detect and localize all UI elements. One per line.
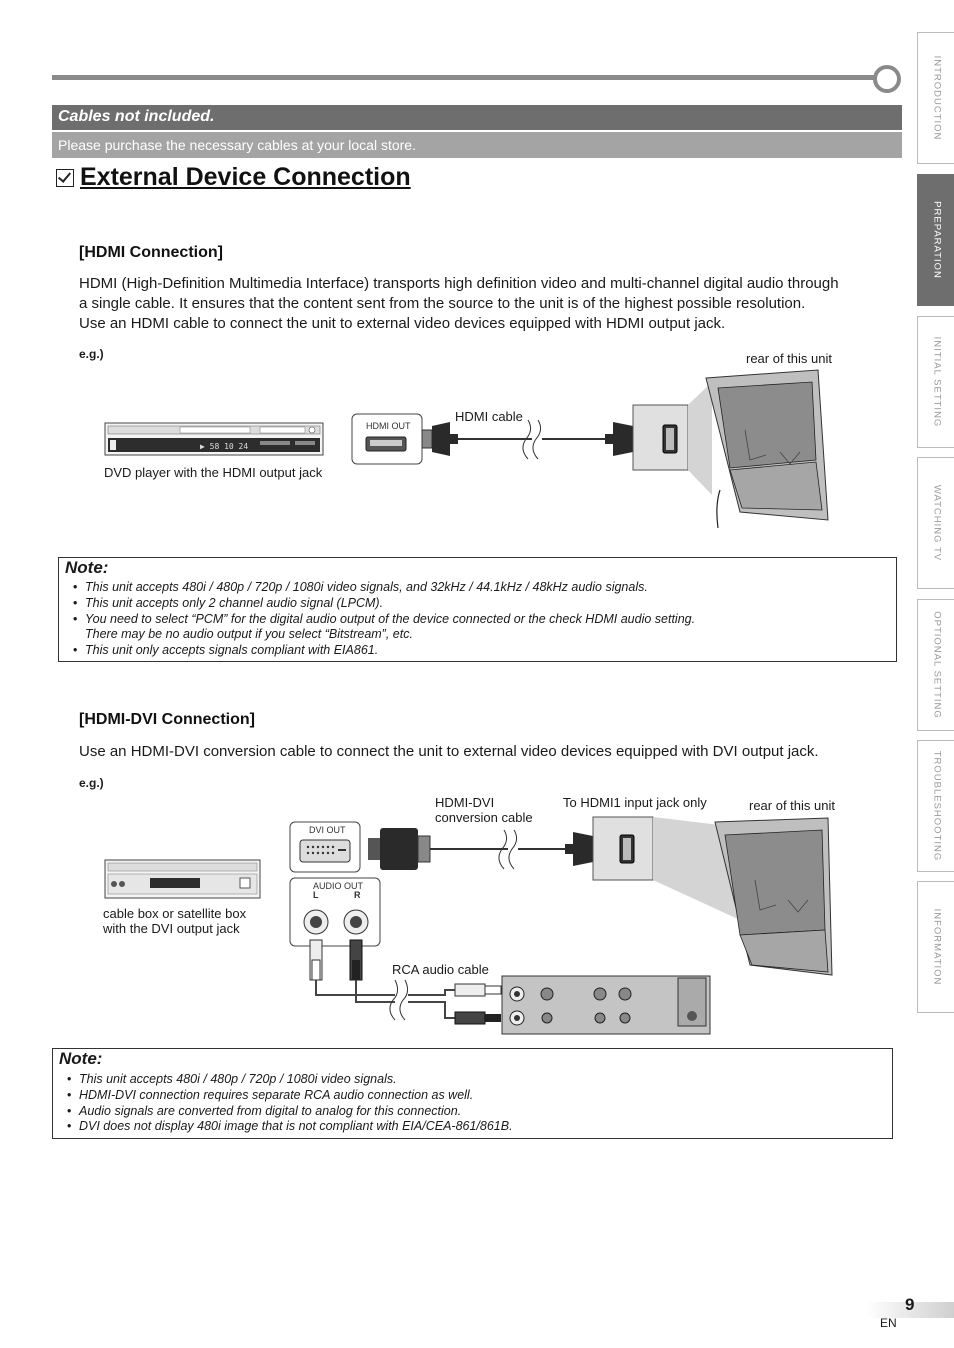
list-item: • DVI does not display 480i image that is not compliant with EIA/CEA-861/861B. xyxy=(67,1119,513,1135)
list-item: • HDMI-DVI connection requires separate RCA audio connection as well. xyxy=(67,1088,513,1104)
cable-box-illustration xyxy=(105,860,260,898)
page-number: 9 xyxy=(905,1295,915,1314)
rca-plugs-tv xyxy=(455,984,501,1024)
dvi-eg: e.g.) xyxy=(79,776,104,790)
dvd-player-label: DVD player with the HDMI output jack xyxy=(104,465,323,480)
cable-box-label xyxy=(103,906,246,936)
list-item: • This unit accepts 480i / 480p / 720p / 1080i video signals, and 32kHz / 44.1kHz / 48kHz audio signals. xyxy=(73,580,695,596)
svg-text:▶ 58 10 24: ▶ 58 10 24 xyxy=(200,442,249,451)
audio-out-label: AUDIO OUT xyxy=(313,881,364,891)
list-item-continuation xyxy=(73,627,695,643)
tv-hdmi-port-panel xyxy=(633,382,712,495)
hdmi-para2: Use an HDMI cable to connect the unit to external video devices equipped with HDMI output jack. xyxy=(79,315,726,332)
side-tab-watching-tv[interactable] xyxy=(917,457,954,589)
dvi-out-label: DVI OUT xyxy=(309,825,346,835)
top-rule-circle xyxy=(873,65,901,93)
hdmi-note-box xyxy=(58,557,897,662)
tv-rear-illustration xyxy=(706,370,828,528)
cables-banner-body xyxy=(52,132,902,158)
audio-r-label: R xyxy=(354,890,361,900)
cables-banner-title xyxy=(52,105,902,130)
cable-box-label-line1: cable box or satellite box xyxy=(103,906,247,921)
hdmi-dvi-cable-label-line2: conversion cable xyxy=(435,810,533,825)
hdmi-diagram xyxy=(100,360,840,535)
dvd-player-illustration xyxy=(105,423,323,455)
side-tab-information[interactable] xyxy=(917,881,954,1013)
hdmi1-input-label: To HDMI1 input jack only xyxy=(563,795,707,810)
page-title-row xyxy=(56,163,411,192)
list-item: • This unit accepts only 2 channel audio signal (LPCM). xyxy=(73,596,695,612)
side-tab-label: INTRODUCTION xyxy=(931,55,942,141)
dvi-rear-label: rear of this unit xyxy=(749,798,835,813)
side-tab-label: PREPARATION xyxy=(931,201,942,279)
rca-plugs-source xyxy=(310,940,390,1002)
list-item-continuation-text: There may be no audio output if you select “Bitstream”, etc. xyxy=(85,627,413,642)
list-item: • This unit only accepts signals compliant with EIA861. xyxy=(73,643,695,659)
side-tab-initial-setting[interactable] xyxy=(917,316,954,448)
hdmi-para1-line2: a single cable. It ensures that the content sent from the source to the unit is of the highest possible resolution. xyxy=(79,295,806,312)
audio-l-label: L xyxy=(313,890,319,900)
side-tab-label: TROUBLESHOOTING xyxy=(931,750,942,862)
dvi-note-box xyxy=(52,1048,893,1139)
hdmi-dvi-cable-label xyxy=(435,795,533,825)
dvi-note-list xyxy=(67,1072,513,1135)
list-item: • You need to select “PCM” for the digital audio output of the device connected or the check HDMI audio setting. xyxy=(73,612,695,628)
side-tab-label: WATCHING TV xyxy=(931,484,942,562)
page-language: EN xyxy=(880,1316,897,1330)
hdmi-cable-label: HDMI cable xyxy=(455,409,523,424)
dvi-description: Use an HDMI-DVI conversion cable to connect the unit to external video devices equipped with DVI output jack. xyxy=(79,743,819,760)
hdmi-note-list xyxy=(73,580,695,659)
list-item: • Audio signals are converted from digital to analog for this connection. xyxy=(67,1104,513,1120)
cable-box-label-line2: with the DVI output jack xyxy=(103,921,240,936)
dvi-plug xyxy=(368,828,430,870)
hdmi-heading: [HDMI Connection] xyxy=(79,244,223,261)
tv-audio-jack-panel xyxy=(502,976,710,1034)
list-item: • This unit accepts 480i / 480p / 720p / 1080i video signals. xyxy=(67,1072,513,1088)
hdmi-dvi-cable-label-line1: HDMI-DVI xyxy=(435,795,495,810)
hdmi-description xyxy=(79,274,909,334)
side-tab-label: INITIAL SETTING xyxy=(931,336,942,428)
cables-body: Please purchase the necessary cables at your local store. xyxy=(58,137,416,153)
dvi-heading: [HDMI-DVI Connection] xyxy=(79,711,255,728)
side-tab-preparation[interactable] xyxy=(917,174,954,306)
rca-cable-label: RCA audio cable xyxy=(392,962,489,977)
side-tab-optional-setting[interactable] xyxy=(917,599,954,731)
hdmi-eg: e.g.) xyxy=(79,347,104,361)
hdmi-note-title: Note: xyxy=(65,558,109,577)
top-rule xyxy=(52,75,880,80)
checkbox-icon xyxy=(56,169,74,187)
hdmi-rear-label: rear of this unit xyxy=(746,351,832,366)
hdmi-para1-line1: HDMI (High-Definition Multimedia Interface) transports high definition video and multi-channel digital audio through xyxy=(79,275,839,292)
side-tab-label: INFORMATION xyxy=(931,908,942,986)
cables-title: Cables not included. xyxy=(58,108,215,125)
hdmi-out-label: HDMI OUT xyxy=(366,421,411,431)
dvi-note-title: Note: xyxy=(59,1049,103,1068)
page-title: External Device Connection xyxy=(80,163,411,191)
side-tab-troubleshooting[interactable] xyxy=(917,740,954,872)
hdmi-plug-left xyxy=(422,422,458,456)
side-tab-introduction[interactable] xyxy=(917,32,954,164)
side-tab-label: OPTIONAL SETTING xyxy=(931,611,942,719)
